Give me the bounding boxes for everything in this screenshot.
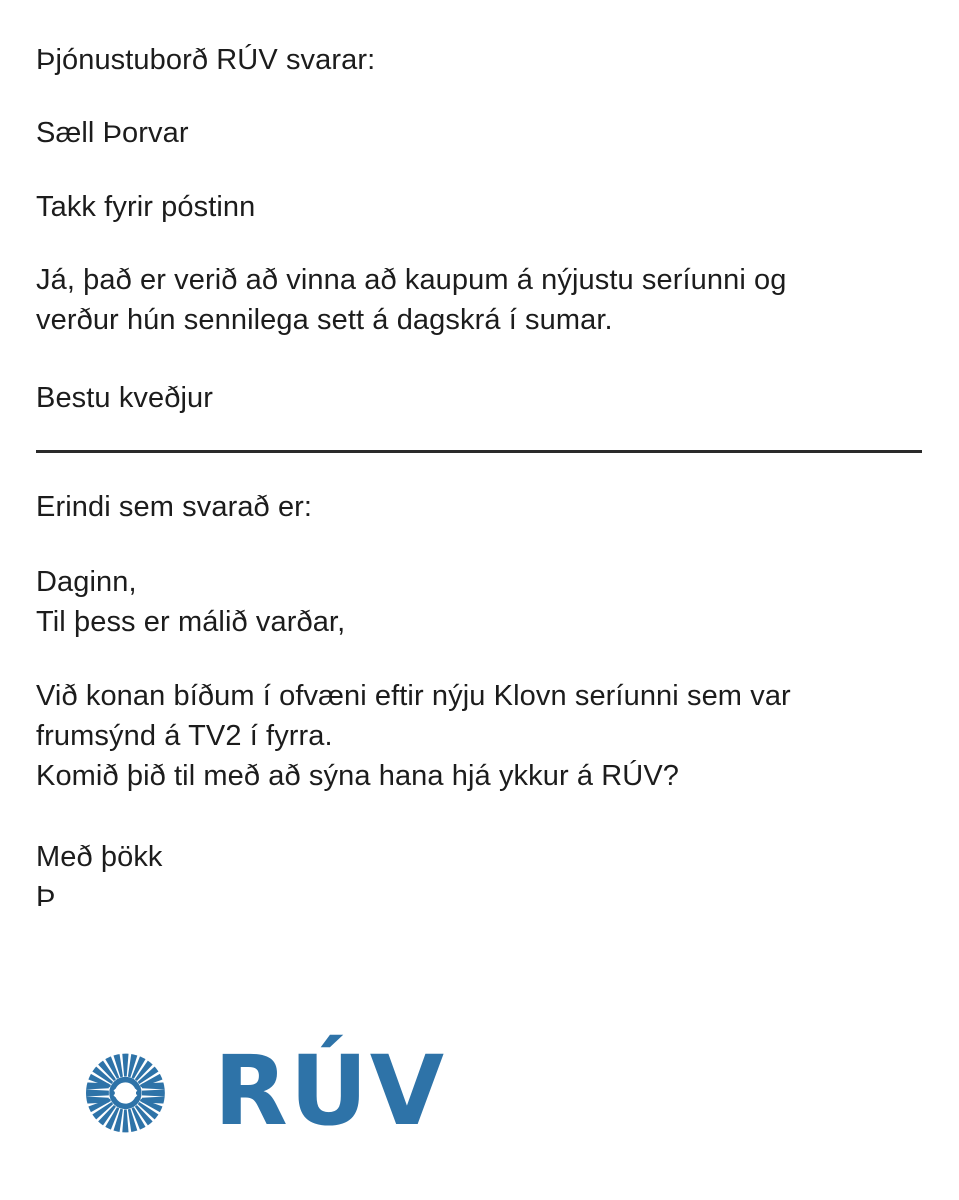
ruv-logo: [86, 1035, 446, 1148]
quote-separator: [36, 450, 922, 453]
reply-greeting: Sæll Þorvar: [36, 117, 189, 149]
original-greeting: [36, 562, 345, 642]
reply-thanks: Takk fyrir póstinn: [36, 191, 256, 223]
original-body-line: frumsýnd á TV2 í fyrra.: [36, 720, 333, 752]
reply-body-line: Já, það er verið að vinna að kaupum á nýjustu seríunni og: [36, 264, 787, 296]
original-greeting-line: Daginn,: [36, 566, 137, 598]
reply-body-line: verður hún sennilega sett á dagskrá í sumar.: [36, 304, 613, 336]
original-body-line: Komið þið til með að sýna hana hjá ykkur á RÚV?: [36, 760, 680, 792]
ruv-emblem-icon: [86, 1040, 165, 1146]
original-greeting-line: Til þess er málið varðar,: [36, 606, 346, 638]
reply-signoff: Bestu kveðjur: [36, 382, 213, 414]
original-signoff: [36, 837, 163, 917]
original-body: [36, 676, 791, 796]
original-header: Erindi sem svarað er:: [36, 491, 313, 523]
ruv-logo-text: RÚV: [213, 1035, 446, 1147]
reply-header: Þjónustuborð RÚV svarar:: [36, 44, 376, 76]
reply-body: [36, 260, 787, 340]
original-signoff-line: Þ: [36, 881, 56, 913]
original-body-line: Við konan bíðum í ofvæni eftir nýju Klovn seríunni sem var: [36, 680, 791, 712]
original-signoff-line: Með þökk: [36, 841, 163, 873]
